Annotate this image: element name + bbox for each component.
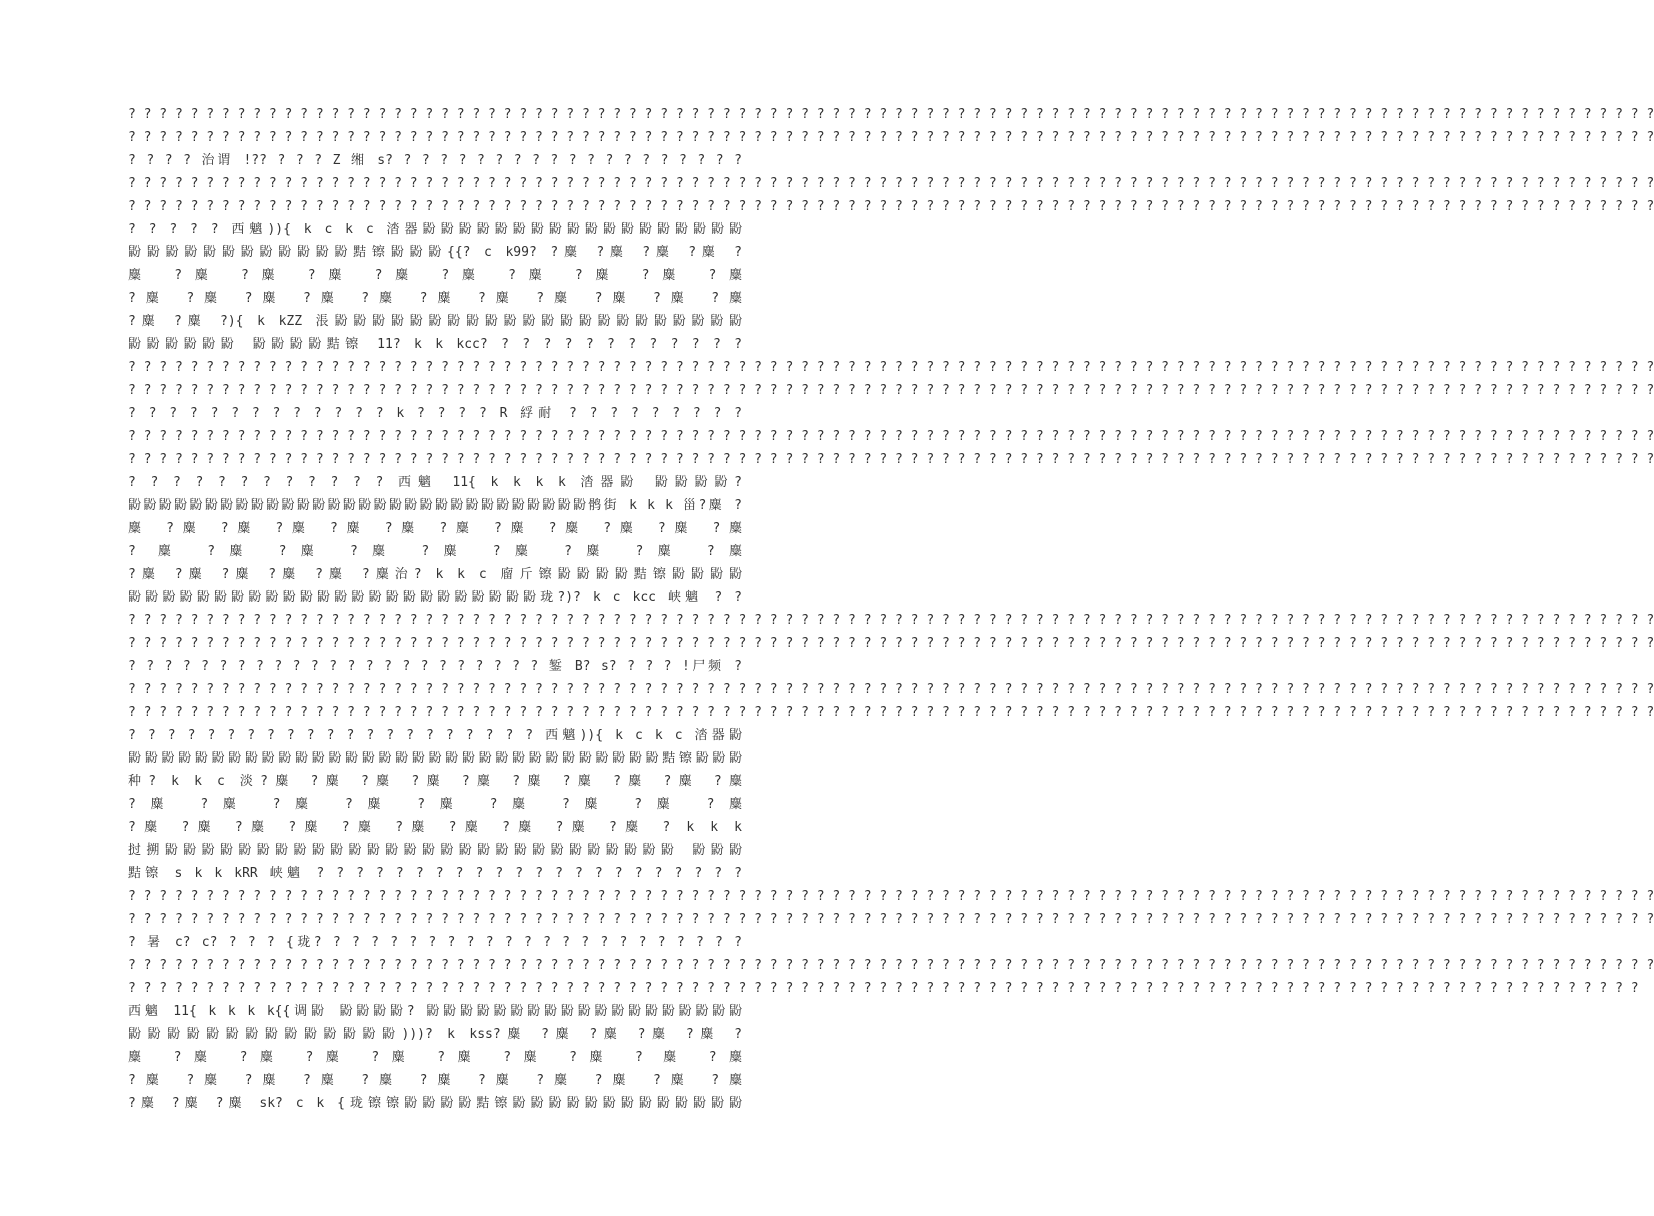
text-line: ? ? ? ? ? ? ? ? ? ? ? ? ? ? ? ? ? ? ? ? ? ? ? ? ? ? ? ? ? ? ? ? ? ? ? ? ? ? ? ? ? ? ? ? ? ? ? ? ? ? ? ? ? ? ? ? ? ? ? ? ? ? ? ? ? ? ? ? ? ? ? ? ? ? ? ? ? ? ? ? ? ? ? ? ? ? ? ? ? ? ? ? ? ? ? ? ? ?	[128, 429, 1654, 444]
text-line: ?麋 ?麋 ?){ k kZZ 涱鼢鼢鼢鼢鼢鼢鼢鼢鼢鼢鼢鼢鼢鼢鼢鼢鼢鼢鼢鼢鼢鼢	[128, 314, 742, 329]
text-line: ? ? ? ? ? ? ? ? ? ? ? ? ? ? ? ? ? ? ? ? ? ? ? ? ? ? ? ? ? ? ? ? ? ? ? ? ? ? ? ? ? ? ? ? ? ? ? ? ? ? ? ? ? ? ? ? ? ? ? ? ? ? ? ? ? ? ? ? ? ? ? ? ? ? ? ? ? ? ? ? ? ? ? ? ? ? ? ? ? ? ? ? ? ? ? ? ? ?	[128, 636, 1654, 651]
text-line: ? ? ? ? ? ? ? ? ? ? ? ? ? k ? ? ? ? R 綒耐 ? ? ? ? ? ? ? ? ?	[128, 406, 742, 421]
text-line: 挝搠鼢鼢鼢鼢鼢鼢鼢鼢鼢鼢鼢鼢鼢鼢鼢鼢鼢鼢鼢鼢鼢鼢鼢鼢鼢鼢鼢鼢 鼢鼢鼢	[128, 843, 742, 858]
text-line: 鼢鼢鼢鼢鼢鼢鼢鼢鼢鼢鼢鼢鼢鼢)))? k kss?麋 ?麋 ?麋 ?麋 ?麋 ?	[128, 1027, 742, 1042]
text-line: ? 麋 ?麋 ?麋 ?麋 ?麋 ?麋 ?麋 ?麋 ?麋	[128, 544, 742, 559]
text-line: ? ? ? ? ? ? ? ? ? ? ? ? ? ? ? ? ? ? ? ? ? ? ? ? ? ? ? ? ? ? ? ? ? ? ? ? ? ? ? ? ? ? ? ? ? ? ? ? ? ? ? ? ? ? ? ? ? ? ? ? ? ? ? ? ? ? ? ? ? ? ? ? ? ? ? ? ? ? ? ? ? ? ? ? ? ? ? ? ? ? ? ? ? ? ? ? ? ?	[128, 705, 1654, 720]
text-line: ? ? ? ? ? ? ? ? ? ? ? ? ? ? ? ? ? ? ? ? ? 西魑)){ k c k c 涾器鼢	[128, 728, 742, 743]
text-line: 鼢鼢鼢鼢鼢鼢 鼢鼢鼢鼢黠镲 11? k k kcc? ? ? ? ? ? ? ? ? ? ? ? ?	[128, 337, 742, 352]
text-line: ? ? ? ? ? ? ? ? ? ? ? ? ? ? ? ? ? ? ? ? ? ? ? ? ? ? ? ? ? ? ? ? ? ? ? ? ? ? ? ? ? ? ? ? ? ? ? ? ? ? ? ? ? ? ? ? ? ? ? ? ? ? ? ? ? ? ? ? ? ? ? ? ? ? ? ? ? ? ? ? ? ? ? ? ? ? ? ? ? ? ? ? ? ? ? ? ? ?	[128, 912, 1654, 927]
text-line: ?麋 ?麋 ?麋 sk? c k {珑镲镲鼢鼢鼢鼢黠镲鼢鼢鼢鼢鼢鼢鼢鼢鼢鼢鼢鼢鼢	[128, 1096, 742, 1111]
text-line: ? ? ? ? 治谓 !?? ? ? ? Z 缃 s? ? ? ? ? ? ? ? ? ? ? ? ? ? ? ? ? ? ? ?	[128, 153, 742, 168]
text-line: 西魑 11{ k k k k{{调鼢 鼢鼢鼢鼢? 鼢鼢鼢鼢鼢鼢鼢鼢鼢鼢鼢鼢鼢鼢鼢鼢鼢鼢鼢	[128, 1004, 742, 1019]
text-line: ?麋 ?麋 ?麋 ?麋 ?麋 ?麋 ?麋 ?麋 ?麋 ?麋 ?麋	[128, 1073, 742, 1088]
text-line: ? ? ? ? ? ? ? ? ? ? ? ? ? ? ? ? ? ? ? ? ? ? ? ? ? ? ? ? ? ? ? ? ? ? ? ? ? ? ? ? ? ? ? ? ? ? ? ? ? ? ? ? ? ? ? ? ? ? ? ? ? ? ? ? ? ? ? ? ? ? ? ? ? ? ? ? ? ? ? ? ? ? ? ? ? ? ? ? ? ? ? ? ? ? ? ? ? ?	[128, 107, 1654, 122]
text-line: ? ? ? ? ? ? ? ? ? ? ? ? ? ? ? ? ? ? ? ? ? ? ? ? ? ? ? ? ? ? ? ? ? ? ? ? ? ? ? ? ? ? ? ? ? ? ? ? ? ? ? ? ? ? ? ? ? ? ? ? ? ? ? ? ? ? ? ? ? ? ? ? ? ? ? ? ? ? ? ? ? ? ? ? ? ? ? ? ? ? ? ? ? ? ? ? ? ?	[128, 176, 1654, 191]
text-line: 麋 ?麋 ?麋 ?麋 ?麋 ?麋 ?麋 ?麋 ? 麋 ?麋	[128, 1050, 742, 1065]
text-line: 种? k k c 淡?麋 ?麋 ?麋 ?麋 ?麋 ?麋 ?麋 ?麋 ?麋 ?麋	[128, 774, 742, 789]
text-line: ? ? ? ? ? ? ? ? ? ? ? ? ? ? ? ? ? ? ? ? ? ? ? ? ? ? ? ? ? ? ? ? ? ? ? ? ? ? ? ? ? ? ? ? ? ? ? ? ? ? ? ? ? ? ? ? ? ? ? ? ? ? ? ? ? ? ? ? ? ? ? ? ? ? ? ? ? ? ? ? ? ? ? ? ? ? ? ? ? ? ? ? ? ? ? ? ? ?	[128, 889, 1654, 904]
text-line: ?麋 ?麋 ?麋 ?麋 ?麋 ?麋治? k k c 廇斤镲鼢鼢鼢鼢黠镲鼢鼢鼢鼢	[128, 567, 742, 582]
text-line: 鼢鼢鼢鼢鼢鼢鼢鼢鼢鼢鼢鼢黠镲鼢鼢鼢{{? c k99? ?麋 ?麋 ?麋 ?麋 ?	[128, 245, 742, 260]
text-line: ? ? ? ? ? ? ? ? ? ? ? ? ? ? ? ? ? ? ? ? ? ? ? ? ? ? ? ? ? ? ? ? ? ? ? ? ? ? ? ? ? ? ? ? ? ? ? ? ? ? ? ? ? ? ? ? ? ? ? ? ? ? ? ? ? ? ? ? ? ? ? ? ? ? ? ? ? ? ? ? ? ? ? ? ? ? ? ? ? ? ? ? ? ? ? ? ? ?	[128, 199, 1654, 214]
text-line: ? ? ? ? ? ? ? ? ? ? ? ? ? ? ? ? ? ? ? ? ? ? ? ? ? ? ? ? ? ? ? ? ? ? ? ? ? ? ? ? ? ? ? ? ? ? ? ? ? ? ? ? ? ? ? ? ? ? ? ? ? ? ? ? ? ? ? ? ? ? ? ? ? ? ? ? ? ? ? ? ? ? ? ? ? ? ? ? ? ? ? ? ? ? ? ? ? ?	[128, 383, 1654, 398]
text-line: ? 暑 c? c? ? ? ? {珑? ? ? ? ? ? ? ? ? ? ? ? ? ? ? ? ? ? ? ? ? ? ?	[128, 935, 742, 950]
text-line: 麋 ?麋 ?麋 ?麋 ?麋 ?麋 ?麋 ?麋 ?麋 ?麋	[128, 268, 742, 283]
text-line: ? ? ? ? ? ? ? ? ? ? ? ? ? ? ? ? ? ? ? ? ? ? ? ? ? ? ? ? ? ? ? ? ? ? ? ? ? ? ? ? ? ? ? ? ? ? ? ? ? ? ? ? ? ? ? ? ? ? ? ? ? ? ? ? ? ? ? ? ? ? ? ? ? ? ? ? ? ? ? ? ? ? ? ? ? ? ? ? ? ? ? ? ? ? ? ? ? ?	[128, 130, 1654, 145]
text-line: ?麋 ?麋 ?麋 ?麋 ?麋 ?麋 ?麋 ?麋 ?麋	[128, 797, 742, 812]
text-line: 鼢鼢鼢鼢鼢鼢鼢鼢鼢鼢鼢鼢鼢鼢鼢鼢鼢鼢鼢鼢鼢鼢鼢鼢鼢鼢鼢鼢鼢鼢鼢鼢黠镲鼢鼢鼢	[128, 751, 742, 766]
text-line: ? ? ? ? ? ? ? ? ? ? ? ? ? ? ? ? ? ? ? ? ? ? ? ? ? ? ? ? ? ? ? ? ? ? ? ? ? ? ? ? ? ? ? ? ? ? ? ? ? ? ? ? ? ? ? ? ? ? ? ? ? ? ? ? ? ? ? ? ? ? ? ? ? ? ? ? ? ? ? ? ? ? ? ? ? ? ? ? ? ? ? ? ? ? ? ? ? ?	[128, 452, 1654, 467]
body-text	[128, 103, 1654, 1115]
text-line: ? ? ? ? ? ? ? ? ? ? ? ? ? ? ? ? ? ? ? ? ? ? ? 錾 B? s? ? ? ? !尸频 ?	[128, 659, 742, 674]
text-line: 鼢鼢鼢鼢鼢鼢鼢鼢鼢鼢鼢鼢鼢鼢鼢鼢鼢鼢鼢鼢鼢鼢鼢鼢鼢鼢鼢鼢鼢鼢鹘街 k k k 甾?麋 ?	[128, 498, 742, 513]
text-line: ? ? ? ? ? ? ? ? ? ? ? ? ? ? ? ? ? ? ? ? ? ? ? ? ? ? ? ? ? ? ? ? ? ? ? ? ? ? ? ? ? ? ? ? ? ? ? ? ? ? ? ? ? ? ? ? ? ? ? ? ? ? ? ? ? ? ? ? ? ? ? ? ? ? ? ? ? ? ? ? ? ? ? ? ? ? ? ? ? ? ? ? ? ? ? ? ? ?	[128, 360, 1654, 375]
text-line: ?麋 ?麋 ?麋 ?麋 ?麋 ?麋 ?麋 ?麋 ?麋 ?麋 ?麋	[128, 291, 742, 306]
text-line: 麋 ?麋 ?麋 ?麋 ?麋 ?麋 ?麋 ?麋 ?麋 ?麋 ?麋 ?麋	[128, 521, 742, 536]
text-line: ? ? ? ? ? ? ? ? ? ? ? ? ? ? ? ? ? ? ? ? ? ? ? ? ? ? ? ? ? ? ? ? ? ? ? ? ? ? ? ? ? ? ? ? ? ? ? ? ? ? ? ? ? ? ? ? ? ? ? ? ? ? ? ? ? ? ? ? ? ? ? ? ? ? ? ? ? ? ? ? ? ? ? ? ? ? ? ? ? ? ? ? ? ? ? ? ? ?	[128, 682, 1654, 697]
text-line: ? ? ? ? ? ? ? ? ? ? ? ? ? ? ? ? ? ? ? ? ? ? ? ? ? ? ? ? ? ? ? ? ? ? ? ? ? ? ? ? ? ? ? ? ? ? ? ? ? ? ? ? ? ? ? ? ? ? ? ? ? ? ? ? ? ? ? ? ? ? ? ? ? ? ? ? ? ? ? ? ? ? ? ? ? ? ? ? ? ? ? ? ? ? ? ? ? ?	[128, 613, 1654, 628]
text-line: ? ? ? ? ? ? ? ? ? ? ? ? ? ? ? ? ? ? ? ? ? ? ? ? ? ? ? ? ? ? ? ? ? ? ? ? ? ? ? ? ? ? ? ? ? ? ? ? ? ? ? ? ? ? ? ? ? ? ? ? ? ? ? ? ? ? ? ? ? ? ? ? ? ? ? ? ? ? ? ? ? ? ? ? ? ? ? ? ? ? ? ? ? ? ? ? ?	[128, 981, 1639, 996]
text-line: ? ? ? ? ? 西魑)){ k c k c 涾器鼢鼢鼢鼢鼢鼢鼢鼢鼢鼢鼢鼢鼢鼢鼢鼢鼢鼢	[128, 222, 742, 237]
text-line: ? ? ? ? ? ? ? ? ? ? ? ? 西魑 11{ k k k k 涾器鼢 鼢鼢鼢鼢?	[128, 475, 742, 490]
text-line: ? ? ? ? ? ? ? ? ? ? ? ? ? ? ? ? ? ? ? ? ? ? ? ? ? ? ? ? ? ? ? ? ? ? ? ? ? ? ? ? ? ? ? ? ? ? ? ? ? ? ? ? ? ? ? ? ? ? ? ? ? ? ? ? ? ? ? ? ? ? ? ? ? ? ? ? ? ? ? ? ? ? ? ? ? ? ? ? ? ? ? ? ? ? ? ? ? ?	[128, 958, 1654, 973]
text-line: ?麋 ?麋 ?麋 ?麋 ?麋 ?麋 ?麋 ?麋 ?麋 ?麋 ? k k k	[128, 820, 742, 835]
text-line: 黠镲 s k k kRR 峡魑 ? ? ? ? ? ? ? ? ? ? ? ? ? ? ? ? ? ? ? ? ? ?	[128, 866, 742, 881]
text-line: 鼢鼢鼢鼢鼢鼢鼢鼢鼢鼢鼢鼢鼢鼢鼢鼢鼢鼢鼢鼢鼢鼢鼢鼢珑?)? k c kcc 峡魑 ? ?	[128, 590, 742, 605]
